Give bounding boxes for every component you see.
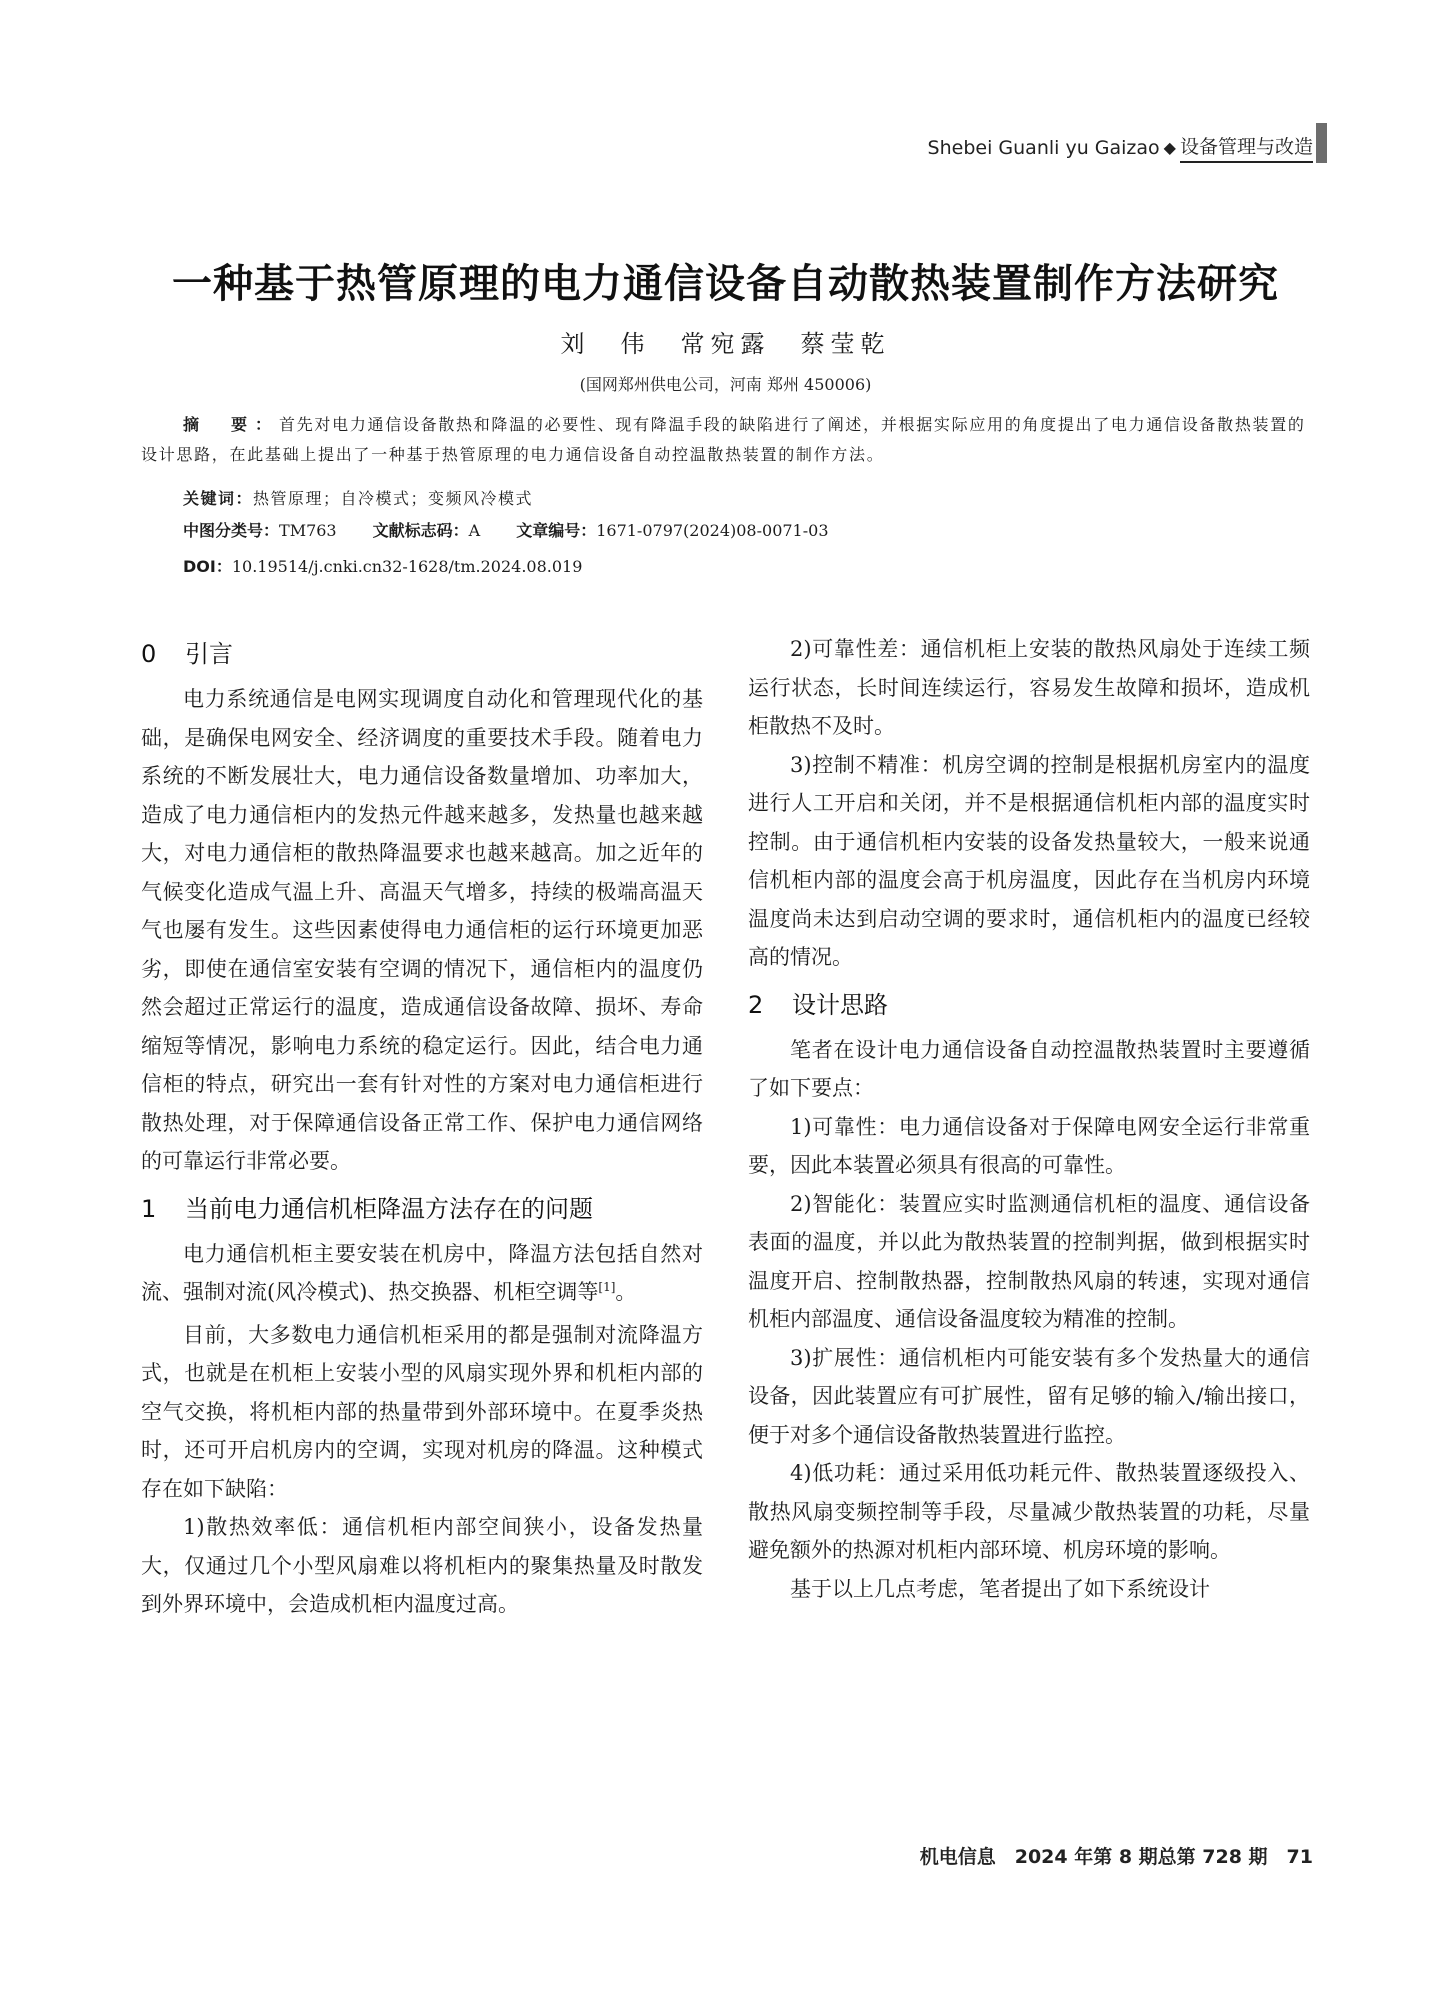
paragraph: 电力通信机柜主要安装在机房中，降温方法包括自然对流、强制对流(风冷模式)、热交换器、机柜空调等[1]。 bbox=[141, 1241, 703, 1304]
affiliation: (国网郑州供电公司，河南 郑州 450006) bbox=[579, 375, 872, 394]
section-heading-2: 2 设计思路 bbox=[748, 990, 888, 1019]
reference-marker: [1] bbox=[598, 1280, 616, 1294]
page-footer: 机电信息 2024 年第 8 期总第 728 期 71 bbox=[919, 1846, 1313, 1868]
doi-label: DOI： bbox=[183, 557, 232, 576]
header-bar-decoration bbox=[1316, 123, 1327, 163]
diamond-icon: ◆ bbox=[1163, 138, 1176, 157]
paragraph: 1)可靠性：电力通信设备对于保障电网安全运行非常重要，因此本装置必须具有很高的可靠性。 bbox=[748, 1114, 1310, 1177]
paragraph: 3)控制不精准：机房空调的控制是根据机房室内的温度进行人工开启和关闭，并不是根据通信机柜内部的温度实时控制。由于通信机柜内安装的设备发热量较大，一般来说通信机柜内部的温度会高于机房温度，因此存在当机房内环境温度尚未达到启动空调的要求时，通信机柜内的温度已经较高的情况。 bbox=[748, 752, 1310, 969]
left-column bbox=[141, 630, 703, 1624]
paragraph: 2)可靠性差：通信机柜上安装的散热风扇处于连续工频运行状态，长时间连续运行，容易发生故障和损坏，造成机柜散热不及时。 bbox=[748, 637, 1310, 738]
right-column bbox=[748, 630, 1310, 1608]
paragraph: 3)扩展性：通信机柜内可能安装有多个发热量大的通信设备，因此装置应有可扩展性，留有足够的输入/输出接口，便于对多个通信设备散热装置进行监控。 bbox=[748, 1345, 1310, 1447]
keywords-label: 关键词： bbox=[183, 489, 254, 508]
keywords bbox=[183, 484, 1358, 514]
paragraph: 电力系统通信是电网实现调度自动化和管理现代化的基础，是确保电网安全、经济调度的重要技术手段。随着电力系统的不断发展壮大，电力通信设备数量增加、功率加大，造成了电力通信柜内的发热元件越来越多，发热量也越来越大，对电力通信柜的散热降温要求也越来越高。加之近年的气候变化造成气温上升、高温天气增多，持续的极端高温天气也屡有发生。这些因素使得电力通信柜的运行环境更加恶劣，即使在通信室安装有空调的情况下，通信柜内的温度仍然会超过正常运行的温度，造成通信设备故障、损坏、寿命缩短等情况，影响电力系统的稳定运行。因此，结合电力通信柜的特点，研究出一套有针对性的方案对电力通信柜进行散热处理，对于保障通信设备正常工作、保护电力通信网络的可靠运行非常必要。 bbox=[141, 687, 703, 1173]
classification bbox=[183, 516, 1358, 546]
abstract bbox=[141, 410, 1316, 470]
doi-value: 10.19514/j.cnki.cn32-1628/tm.2024.08.019 bbox=[231, 557, 583, 576]
clc-code: 中图分类号：TM763 bbox=[183, 521, 337, 540]
abstract-text: 首先对电力通信设备散热和降温的必要性、现有降温手段的缺陷进行了阐述，并根据实际应用的角度提出了电力通信设备散热装置的设计思路，在此基础上提出了一种基于热管原理的电力通信设备自动控温散热装置的制作方法。 bbox=[141, 415, 1306, 464]
running-header bbox=[928, 132, 1313, 163]
paragraph: 4)低功耗：通过采用低功耗元件、散热装置逐级投入、散热风扇变频控制等手段，尽量减少散热装置的功耗，尽量避免额外的热源对机柜内部环境、机房环境的影响。 bbox=[748, 1461, 1310, 1562]
paragraph: 2)智能化：装置应实时监测通信机柜的温度、通信设备表面的温度，并以此为散热装置的控制判据，做到根据实时温度开启、控制散热器，控制散热风扇的转速，实现对通信机柜内部温度、通信设备温度较为精准的控制。 bbox=[748, 1191, 1310, 1331]
keywords-text: 热管原理；自冷模式；变频风冷模式 bbox=[253, 489, 534, 508]
paragraph: 基于以上几点考虑，笔者提出了如下系统设计 bbox=[790, 1576, 1210, 1601]
paragraph: 目前，大多数电力通信机柜采用的都是强制对流降温方式，也就是在机柜上安装小型的风扇实现外界和机柜内部的空气交换，将机柜内部的热量带到外部环境中。在夏季炎热时，还可开启机房内的空调，实现对机房的降温。这种模式存在如下缺陷： bbox=[141, 1322, 703, 1501]
abstract-label: 摘 要： bbox=[183, 415, 280, 434]
article-title: 一种基于热管原理的电力通信设备自动散热装置制作方法研究 bbox=[172, 261, 1279, 307]
article-number: 文章编号：1671-0797(2024)08-0071-03 bbox=[516, 521, 829, 540]
column-name: 设备管理与改造 bbox=[1180, 132, 1313, 163]
doi bbox=[183, 552, 1358, 582]
authors: 刘 伟 常宛露 蔡莹乾 bbox=[560, 330, 891, 358]
section-heading-0: 0 引言 bbox=[141, 640, 233, 668]
journal-pinyin: Shebei Guanli yu Gaizao bbox=[927, 136, 1160, 159]
section-heading-1: 1 当前电力通信机柜降温方法存在的问题 bbox=[141, 1194, 593, 1223]
document-code: 文献标志码：A bbox=[372, 521, 481, 540]
paragraph: 1)散热效率低：通信机柜内部空间狭小，设备发热量大，仅通过几个小型风扇难以将机柜内的聚集热量及时散发到外界环境中，会造成机柜内温度过高。 bbox=[141, 1515, 703, 1616]
paragraph: 笔者在设计电力通信设备自动控温散热装置时主要遵循了如下要点： bbox=[748, 1037, 1310, 1100]
